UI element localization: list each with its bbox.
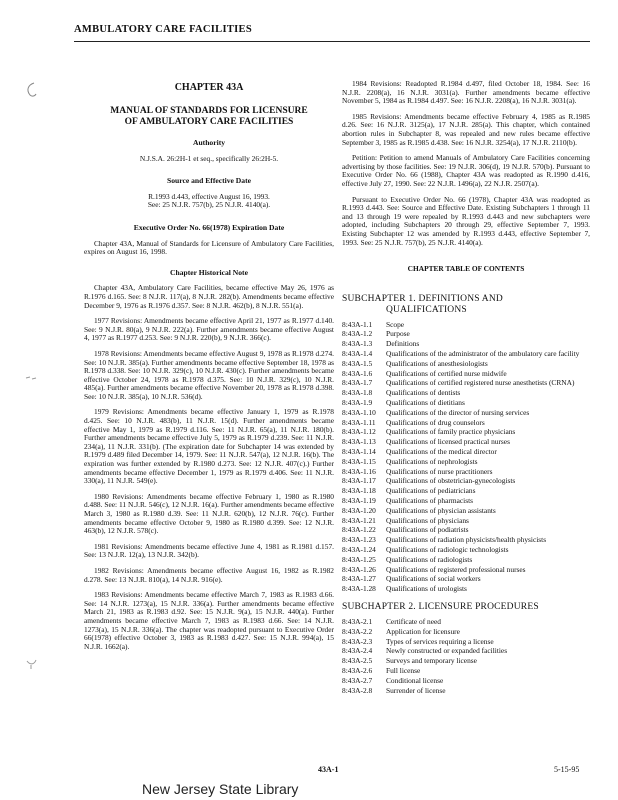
- toc-section-number: 8:43A-1.18: [342, 486, 376, 496]
- toc-section-number: 8:43A-2.3: [342, 636, 373, 646]
- chapter-title: CHAPTER 43A: [174, 82, 244, 93]
- history-paragraph: 1980 Revisions: Amendments became effective February 1, 1980 as R.1980 d.488. See: 11 N.J.R. 546(c), 12 N.J.R. 16(a). Further amendments became effective March 3, 1980 as R.1980 d.39. See: 11 N.J.R. 620(b), 12 N.J.R. 76(c). Further amendments became effective October 9, 1980 as R.1980 d.399. See: 12 N.J.R. 463(b), 12 N.J.R. 578(c).: [84, 491, 334, 536]
- toc-entry: [342, 545, 590, 555]
- chapter-subtitle-line-1: MANUAL OF STANDARDS FOR LICENSURE: [110, 106, 308, 116]
- toc-section-number: 8:43A-2.7: [342, 675, 373, 685]
- historical-note-heading: Chapter Historical Note: [170, 267, 248, 277]
- toc-entry: [342, 388, 590, 398]
- toc-section-number: 8:43A-1.13: [342, 437, 376, 447]
- toc-section-number: 8:43A-2.1: [342, 617, 373, 626]
- toc-section-number: 8:43A-1.25: [342, 554, 376, 564]
- toc-section-number: 8:43A-1.10: [342, 407, 376, 417]
- toc-section-number: 8:43A-1.4: [342, 349, 373, 359]
- subchapter-1-heading: [342, 294, 590, 316]
- authority-heading: Authority: [192, 138, 226, 147]
- toc-entry: [342, 476, 590, 486]
- toc-section-title: Qualifications of the medical director: [386, 447, 497, 457]
- toc-entry: [342, 686, 590, 696]
- history-paragraph: 1979 Revisions: Amendments became effective January 1, 1979 as R.1978 d.425. See: 10 N.J.R. 483(b), 11 N.J.R. 15(d). Further amendments became effective May 1, 1979 as R.1979 d.116. See: 11 N.J.R. 65(a), 11 N.J.R. 180(b). Further amendments became effective July 5, 1979 as R.1979 d.239. See: 11 N.J.R. 234(a), 11 N.J.R. 331(b). (The expiration date for Subchapter 14 was extended by R.1979 d.489 filed December 14, 1979. See: 11 N.J.R. 547(a), 12 N.J.R. 16(b). The expiration was further extended by R.1980 d.273. See: 12 N.J.R. 407(c).) Further amendments became effective December 1, 1979 as R.1979 d.406. See: 11 N.J.R. 330(a), 11 N.J.R. 549(e).: [84, 407, 334, 486]
- toc-section-title: Purpose: [386, 329, 410, 339]
- toc-section-number: 8:43A-2.8: [342, 685, 373, 695]
- toc-section-number: 8:43A-1.21: [342, 515, 376, 525]
- toc-entry: [342, 320, 590, 330]
- toc-section-title: Qualifications of physicians: [386, 515, 469, 525]
- toc-section-title: Qualifications of pharmacists: [386, 496, 474, 506]
- history-paragraph: 1977 Revisions: Amendments became effective April 21, 1977 as R.1977 d.140. See: 9 N.J.R. 80(a), 9 N.J.R. 222(a). Further amendments became effective August 4, 1977 as R.1977 d.253. See: 9 N.J.R. 220(b), 9 N.J.R. 366(c).: [84, 316, 334, 343]
- toc-section-title: Qualifications of family practice physicians: [386, 427, 516, 437]
- toc-section-title: Qualifications of certified registered nurse anesthetists (CRNA): [386, 378, 575, 388]
- toc-entry: [342, 408, 590, 418]
- toc-section-title: Qualifications of radiologists: [386, 554, 473, 564]
- toc-section-title: Qualifications of radiation physicists/health physicists: [386, 535, 547, 545]
- toc-section-number: 8:43A-1.9: [342, 398, 373, 408]
- subchapter-2-list: [342, 617, 590, 695]
- toc-entry: [342, 617, 590, 627]
- toc-entry: [342, 637, 590, 647]
- toc-section-title: Definitions: [386, 339, 420, 349]
- chapter-subtitle: [84, 106, 334, 128]
- toc-entry: [342, 378, 590, 388]
- toc-section-title: Conditional license: [386, 675, 444, 685]
- history-paragraph: 1982 Revisions: Amendments became effective August 16, 1982 as R.1982 d.278. See: 13 N.J.R. 810(a), 14 N.J.R. 916(e).: [84, 565, 334, 584]
- subchapter-2-heading: SUBCHAPTER 2. LICENSURE PROCEDURES: [342, 602, 539, 612]
- history-paragraph: 1978 Revisions: Amendments became effective August 9, 1978 as R.1978 d.274. See: 10 N.J.R. 385(a). Further amendments became effective September 18, 1978 as R.1978 d.338. See: 10 N.J.R. 329(c), 10 N.J.R. 430(c). Further amendments became effective October 24, 1978 as R.1978 d.375. See: 10 N.J.R. 329(c), 10 N.J.R. 485(a). Further amendments became effective November 20, 1978 as R.1978 d.398. See: 10 N.J.R. 385(a), 10 N.J.R. 536(d).: [84, 348, 334, 401]
- table-of-contents-heading: CHAPTER TABLE OF CONTENTS: [407, 264, 525, 274]
- history-paragraph: 1984 Revisions: Readopted R.1984 d.497, filed October 18, 1984. See: 16 N.J.R. 2208(a), 16 N.J.R. 3031(a). Further amendments became effective November 5, 1984 as R.1984 d.497. See: 16 N.J.R. 2208(a), 16 N.J.R. 3031(a).: [342, 79, 590, 106]
- toc-entry: [342, 666, 590, 676]
- toc-section-title: Full license: [386, 665, 421, 675]
- toc-entry: [342, 486, 590, 496]
- toc-entry: [342, 467, 590, 477]
- toc-entry: [342, 555, 590, 565]
- toc-section-number: 8:43A-2.6: [342, 665, 373, 675]
- toc-entry: [342, 329, 590, 339]
- toc-section-number: 8:43A-1.14: [342, 447, 376, 457]
- toc-section-title: Qualifications of anesthesiologists: [386, 358, 488, 368]
- toc-section-number: 8:43A-1.27: [342, 574, 376, 584]
- toc-section-title: Qualifications of nephrologists: [386, 456, 478, 466]
- toc-section-number: 8:43A-1.28: [342, 584, 376, 594]
- toc-section-title: Surveys and temporary license: [386, 656, 477, 666]
- margin-mark-icon: [24, 82, 38, 98]
- toc-section-number: 8:43A-1.1: [342, 319, 373, 329]
- toc-entry: [342, 506, 590, 516]
- toc-section-title: Qualifications of certified nurse midwife: [386, 368, 507, 378]
- toc-section-title: Qualifications of the director of nursing services: [386, 407, 530, 417]
- history-paragraph: 1985 Revisions: Amendments became effective February 4, 1985 as R.1985 d.26. See: 16 N.J.R. 3125(a), 17 N.J.R. 285(a). This chapter, which contained abortion rules in Subchapter 8, was repealed and new rules became effective September 3, 1985 as R.1985 d.438. See: 16 N.J.R. 3254(a), 17 N.J.R. 2110(b).: [342, 111, 590, 147]
- toc-section-title: Qualifications of urologists: [386, 584, 467, 594]
- toc-section-title: Qualifications of pediatricians: [386, 486, 476, 496]
- readoption-paragraph: Pursuant to Executive Order No. 66 (1978), Chapter 43A was readopted as R.1993 d.443. See: Source and Effective Date. Existing Subchapters 1 through 11 and 13 through 19 were repealed by R.1993 d.443 and new subchapters were adopted, including Subchapters 20 through 29, effective September 7, 1993. Existing Subchapter 12 was amended by R.1993 d.443, effective September 7, 1993. See: 25 N.J.R. 757(b), 25 N.J.R. 4140(a).: [342, 194, 590, 247]
- source-heading: Source and Effective Date: [166, 176, 251, 186]
- toc-section-title: Qualifications of nurse practitioners: [386, 466, 493, 476]
- toc-section-number: 8:43A-1.26: [342, 564, 376, 574]
- page-date: 5-15-95: [554, 765, 580, 774]
- toc-section-number: 8:43A-1.12: [342, 427, 376, 437]
- history-paragraph: 1981 Revisions: Amendments became effective June 4, 1981 as R.1981 d.157. See: 13 N.J.R. 12(a), 13 N.J.R. 342(b).: [84, 541, 334, 560]
- toc-section-title: Application for licensure: [386, 626, 460, 636]
- subchapter-1-list: [342, 320, 590, 594]
- toc-entry: [342, 496, 590, 506]
- toc-entry: [342, 627, 590, 637]
- toc-entry: [342, 584, 590, 594]
- toc-entry: [342, 339, 590, 349]
- toc-entry: [342, 359, 590, 369]
- toc-section-title: Surrender of license: [386, 685, 446, 695]
- toc-entry: [342, 457, 590, 467]
- toc-entry: [342, 427, 590, 437]
- toc-section-number: 8:43A-1.19: [342, 496, 376, 506]
- toc-entry: [342, 418, 590, 428]
- toc-section-number: 8:43A-1.3: [342, 339, 373, 349]
- toc-entry: [342, 437, 590, 447]
- toc-section-number: 8:43A-1.24: [342, 545, 376, 555]
- history-paragraph: 1983 Revisions: Amendments became effective March 7, 1983 as R.1983 d.66. See: 14 N.J.R. 1273(a), 15 N.J.R. 336(a). Further amendments became effective March 21, 1983 as R.1983 d.92. See: 15 N.J.R. 9(a), 15 N.J.R. 440(a). Further amendments became effective March 7, 1983 as R.1983 d.66. See: 14 N.J.R. 1273(a), 15 N.J.R. 336(a). The chapter was readopted pursuant to Executive Order 66(1978) effective October 3, 1983 as R.1983 d.427. See: 15 N.J.R. 994(a), 15 N.J.R. 1662(a).: [84, 590, 334, 651]
- toc-section-number: 8:43A-1.17: [342, 476, 376, 486]
- toc-section-title: Qualifications of dentists: [386, 388, 461, 398]
- toc-entry: [342, 369, 590, 379]
- toc-section-number: 8:43A-2.2: [342, 626, 373, 636]
- authority-text: N.J.S.A. 26:2H-1 et seq., specifically 26:2H-5.: [139, 153, 279, 163]
- toc-section-title: Qualifications of social workers: [386, 574, 481, 584]
- petition-paragraph: Petition: Petition to amend Manuals of Ambulatory Care Facilities concerning advertising by those facilities. See: 19 N.J.R. 306(d), 19 N.J.R. 570(b). Pursuant to Executive Order No. 66 (1988), Chapter 43A was readopted as R.1990 d.416, effective July 27, 1990. See: 22 N.J.R. 1496(a), 22 N.J.R. 2507(a).: [342, 153, 590, 188]
- toc-section-title: Qualifications of radiologic technologists: [386, 545, 509, 555]
- margin-mark-icon: [24, 370, 38, 386]
- toc-entry: [342, 349, 590, 359]
- toc-entry: [342, 574, 590, 584]
- left-column: [84, 82, 334, 658]
- toc-section-title: Qualifications of licensed practical nurses: [386, 437, 510, 447]
- toc-section-number: 8:43A-2.5: [342, 656, 373, 666]
- toc-section-number: 8:43A-1.7: [342, 378, 373, 388]
- header-rule: [74, 41, 590, 42]
- toc-section-number: 8:43A-1.6: [342, 368, 373, 378]
- toc-section-title: Certificate of need: [386, 617, 441, 626]
- toc-entry: [342, 525, 590, 535]
- running-header: AMBULATORY CARE FACILITIES: [74, 24, 252, 35]
- toc-section-number: 8:43A-1.2: [342, 329, 373, 339]
- toc-entry: [342, 535, 590, 545]
- toc-section-number: 8:43A-1.11: [342, 417, 376, 427]
- toc-section-number: 8:43A-1.15: [342, 456, 376, 466]
- executive-order-heading: Executive Order No. 66(1978) Expiration Date: [133, 222, 285, 232]
- page-number: 43A-1: [318, 765, 339, 774]
- toc-section-number: 8:43A-1.16: [342, 466, 376, 476]
- toc-section-title: Qualifications of the administrator of the ambulatory care facility: [386, 349, 580, 359]
- toc-entry: [342, 676, 590, 686]
- toc-section-title: Qualifications of podiatrists: [386, 525, 469, 535]
- toc-section-title: Types of services requiring a license: [386, 636, 494, 646]
- toc-entry: [342, 565, 590, 575]
- toc-entry: [342, 646, 590, 656]
- toc-section-number: 8:43A-1.8: [342, 388, 373, 398]
- toc-section-number: 8:43A-2.4: [342, 646, 373, 656]
- toc-section-title: Qualifications of dietitians: [386, 398, 465, 408]
- subchapter-1-title-line-1: SUBCHAPTER 1. DEFINITIONS AND: [342, 293, 503, 304]
- toc-section-number: 8:43A-1.5: [342, 358, 373, 368]
- source-text-2: See: 25 N.J.R. 757(b), 25 N.J.R. 4140(a).: [147, 200, 271, 210]
- toc-section-title: Qualifications of physician assistants: [386, 505, 496, 515]
- toc-entry: [342, 398, 590, 408]
- right-column: [342, 80, 590, 695]
- chapter-subtitle-line-2: OF AMBULATORY CARE FACILITIES: [124, 117, 294, 127]
- margin-mark-icon: [24, 655, 38, 671]
- toc-entry: [342, 447, 590, 457]
- history-paragraph: Chapter 43A, Ambulatory Care Facilities, became effective May 26, 1976 as R.1976 d.165. See: 8 N.J.R. 117(a), 8 N.J.R. 282(b). Amendments became effective December 9, 1976 as R.1976 d.357. See: 8 N.J.R. 462(b), 8 N.J.R. 551(a).: [84, 283, 334, 310]
- toc-section-number: 8:43A-1.20: [342, 505, 376, 515]
- executive-order-text: Chapter 43A, Manual of Standards for Licensure of Ambulatory Care Facilities, expires on August 16, 1998.: [84, 238, 334, 257]
- toc-section-title: Qualifications of drug counselors: [386, 417, 485, 427]
- toc-section-title: Newly constructed or expanded facilities: [386, 646, 508, 656]
- toc-section-number: 8:43A-1.22: [342, 525, 376, 535]
- toc-entry: [342, 516, 590, 526]
- source-text-1: R.1993 d.443, effective August 16, 1993.: [148, 191, 270, 201]
- toc-entry: [342, 656, 590, 666]
- toc-section-title: Qualifications of registered professional nurses: [386, 564, 526, 574]
- toc-section-number: 8:43A-1.23: [342, 535, 376, 545]
- subchapter-1-title-line-2: QUALIFICATIONS: [386, 304, 467, 315]
- toc-section-title: Scope: [386, 319, 405, 329]
- library-stamp: New Jersey State Library: [142, 781, 299, 797]
- toc-section-title: Qualifications of obstetrician-gynecologists: [386, 476, 516, 486]
